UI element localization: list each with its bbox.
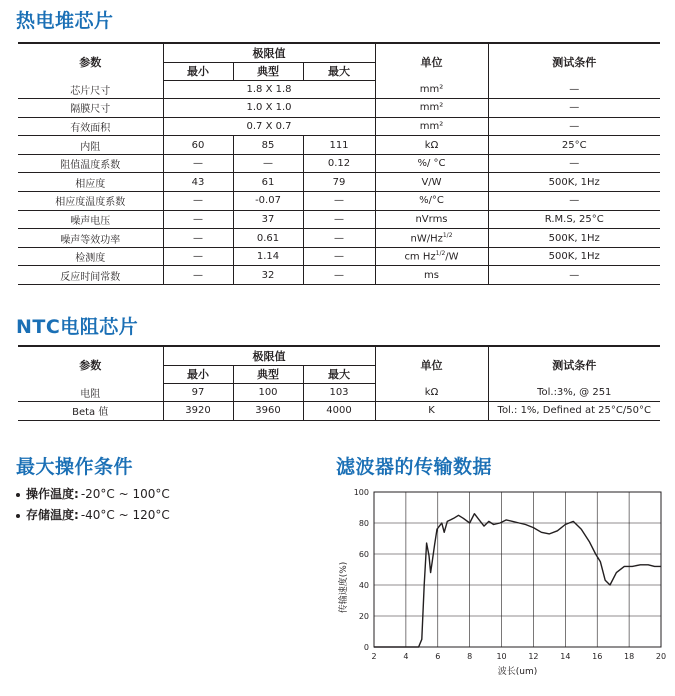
limit-value-cell: 0.7 X 0.7 xyxy=(163,117,375,136)
condition-cell: 25°C xyxy=(488,136,660,155)
ntc-spec-table xyxy=(18,345,660,421)
unit-text: mm² xyxy=(419,83,444,95)
param-cell: 相应度 xyxy=(75,178,106,190)
y-tick-label: 20 xyxy=(358,612,369,621)
unit-superscript: 1/2 xyxy=(435,250,446,258)
table-row xyxy=(18,80,660,99)
max-cell: 103 xyxy=(303,383,375,402)
table-row xyxy=(18,383,660,402)
unit-cell xyxy=(375,229,488,248)
param-cell: 阻值温度系数 xyxy=(60,160,121,172)
max-cell: — xyxy=(303,266,375,285)
unit-text: mm² xyxy=(419,120,444,132)
unit-text: kΩ xyxy=(424,386,439,398)
y-tick-label: 100 xyxy=(353,488,369,497)
table-row xyxy=(18,229,660,248)
unit-text: mm² xyxy=(419,102,444,114)
unit-cell xyxy=(375,192,488,211)
typ-cell: 100 xyxy=(233,383,303,402)
operating-temp-value: -20°C ~ 100°C xyxy=(80,487,170,501)
x-tick-label: 2 xyxy=(371,652,377,661)
unit-text: kΩ xyxy=(424,139,439,151)
max-cell: — xyxy=(303,229,375,248)
param-cell: 隔膜尺寸 xyxy=(70,104,111,116)
table-row xyxy=(18,247,660,266)
typ-cell: -0.07 xyxy=(233,192,303,211)
condition-cell: — xyxy=(488,192,660,211)
x-tick-label: 18 xyxy=(624,652,635,661)
unit-text: nVrms xyxy=(415,213,448,225)
header-max: 最大 xyxy=(303,365,375,383)
unit-text: ms xyxy=(424,269,439,281)
condition-cell: — xyxy=(488,154,660,173)
condition-cell: — xyxy=(488,99,660,118)
unit-text: cm Hz xyxy=(404,251,436,263)
max-cell: — xyxy=(303,192,375,211)
x-tick-label: 4 xyxy=(403,652,409,661)
plot-frame xyxy=(374,492,661,647)
x-tick-label: 16 xyxy=(592,652,603,661)
unit-cell xyxy=(375,402,488,421)
min-cell: — xyxy=(163,247,233,266)
max-cell: 79 xyxy=(303,173,375,192)
max-cell: 0.12 xyxy=(303,154,375,173)
storage-temp-item xyxy=(16,505,170,526)
table-row xyxy=(18,136,660,155)
thermopile-title: 热电堆芯片 xyxy=(16,10,114,32)
x-tick-label: 10 xyxy=(496,652,507,661)
param-cell: 电阻 xyxy=(80,388,101,400)
unit-cell xyxy=(375,99,488,118)
condition-cell: — xyxy=(488,117,660,136)
min-cell: 43 xyxy=(163,173,233,192)
max-cell: 4000 xyxy=(303,402,375,421)
condition-cell: R.M.S, 25°C xyxy=(488,210,660,229)
typ-cell: — xyxy=(233,154,303,173)
table-row xyxy=(18,402,660,421)
unit-cell xyxy=(375,136,488,155)
param-cell: 相应度温度系数 xyxy=(55,197,126,209)
operating-title: 最大操作条件 xyxy=(16,456,134,478)
operating-temp-label: 操作温度: xyxy=(26,487,79,501)
header-param: 参数 xyxy=(79,359,102,372)
header-limit: 极限值 xyxy=(163,346,375,365)
y-tick-label: 80 xyxy=(358,519,369,528)
operating-conditions-list xyxy=(16,484,170,526)
min-cell: 3920 xyxy=(163,402,233,421)
filter-title: 滤波器的传输数据 xyxy=(336,456,493,478)
x-tick-label: 8 xyxy=(467,652,473,661)
max-cell: 111 xyxy=(303,136,375,155)
table-row xyxy=(18,99,660,118)
y-tick-label: 0 xyxy=(363,643,369,652)
typ-cell: 0.61 xyxy=(233,229,303,248)
unit-cell xyxy=(375,383,488,402)
header-max: 最大 xyxy=(303,62,375,80)
unit-cell xyxy=(375,117,488,136)
table-row xyxy=(18,154,660,173)
typ-cell: 61 xyxy=(233,173,303,192)
unit-text: nW/Hz xyxy=(410,233,443,245)
unit-text: %/ °C xyxy=(417,158,446,170)
storage-temp-value: -40°C ~ 120°C xyxy=(80,508,170,522)
unit-cell xyxy=(375,173,488,192)
series-line xyxy=(374,514,661,647)
condition-cell: 500K, 1Hz xyxy=(488,173,660,192)
param-cell: 检测度 xyxy=(75,253,106,265)
typ-cell: 3960 xyxy=(233,402,303,421)
condition-cell: — xyxy=(488,266,660,285)
ntc-title: NTC电阻芯片 xyxy=(16,316,139,338)
param-cell: Beta 值 xyxy=(72,407,109,419)
storage-temp-label: 存储温度: xyxy=(26,508,79,522)
header-unit: 单位 xyxy=(375,43,488,80)
table-row xyxy=(18,192,660,211)
header-unit: 单位 xyxy=(375,346,488,383)
min-cell: — xyxy=(163,210,233,229)
min-cell: — xyxy=(163,229,233,248)
unit-cell xyxy=(375,210,488,229)
min-cell: 60 xyxy=(163,136,233,155)
table-row xyxy=(18,173,660,192)
header-condition: 测试条件 xyxy=(488,346,660,383)
x-tick-label: 14 xyxy=(560,652,571,661)
param-cell: 噪声等效功率 xyxy=(60,234,121,246)
param-cell: 噪声电压 xyxy=(70,215,111,227)
limit-value-cell: 1.8 X 1.8 xyxy=(163,80,375,99)
max-cell: — xyxy=(303,210,375,229)
header-typ: 典型 xyxy=(233,62,303,80)
typ-cell: 37 xyxy=(233,210,303,229)
condition-cell: Tol.:3%, @ 251 xyxy=(488,383,660,402)
unit-cell xyxy=(375,80,488,99)
min-cell: — xyxy=(163,266,233,285)
min-cell: — xyxy=(163,154,233,173)
x-tick-label: 6 xyxy=(435,652,441,661)
unit-tail: /W xyxy=(445,251,459,263)
header-limit: 极限值 xyxy=(163,43,375,62)
header-condition: 测试条件 xyxy=(488,43,660,80)
typ-cell: 85 xyxy=(233,136,303,155)
typ-cell: 1.14 xyxy=(233,247,303,266)
header-param: 参数 xyxy=(79,56,102,69)
param-cell: 内阻 xyxy=(80,141,101,153)
header-typ: 典型 xyxy=(233,365,303,383)
condition-cell: — xyxy=(488,80,660,99)
y-axis-label: 传输速度(%) xyxy=(339,561,349,614)
max-cell: — xyxy=(303,247,375,266)
limit-value-cell: 1.0 X 1.0 xyxy=(163,99,375,118)
min-cell: 97 xyxy=(163,383,233,402)
y-tick-label: 60 xyxy=(358,550,369,559)
typ-cell: 32 xyxy=(233,266,303,285)
x-tick-label: 20 xyxy=(655,652,667,661)
table-row xyxy=(18,266,660,285)
table-row xyxy=(18,210,660,229)
x-tick-label: 12 xyxy=(528,652,539,661)
unit-text: %/°C xyxy=(419,195,444,207)
unit-cell xyxy=(375,266,488,285)
param-cell: 芯片尺寸 xyxy=(70,85,111,97)
unit-superscript: 1/2 xyxy=(442,231,453,239)
condition-cell: Tol.: 1%, Defined at 25°C/50°C xyxy=(488,402,660,421)
y-tick-label: 40 xyxy=(358,581,369,590)
param-cell: 有效面积 xyxy=(70,122,111,134)
table-row xyxy=(18,117,660,136)
bullet-icon xyxy=(16,514,20,518)
min-cell: — xyxy=(163,192,233,211)
unit-cell xyxy=(375,247,488,266)
condition-cell: 500K, 1Hz xyxy=(488,229,660,248)
condition-cell: 500K, 1Hz xyxy=(488,247,660,266)
unit-text: K xyxy=(428,405,435,417)
unit-cell xyxy=(375,154,488,173)
param-cell: 反应时间常数 xyxy=(60,271,121,283)
header-min: 最小 xyxy=(163,365,233,383)
unit-text: V/W xyxy=(421,176,442,188)
thermopile-spec-table xyxy=(18,42,660,285)
x-axis-label: 波长(um) xyxy=(497,667,538,677)
header-min: 最小 xyxy=(163,62,233,80)
filter-transmission-chart xyxy=(330,482,670,694)
operating-temp-item xyxy=(16,484,170,505)
bullet-icon xyxy=(16,493,20,497)
